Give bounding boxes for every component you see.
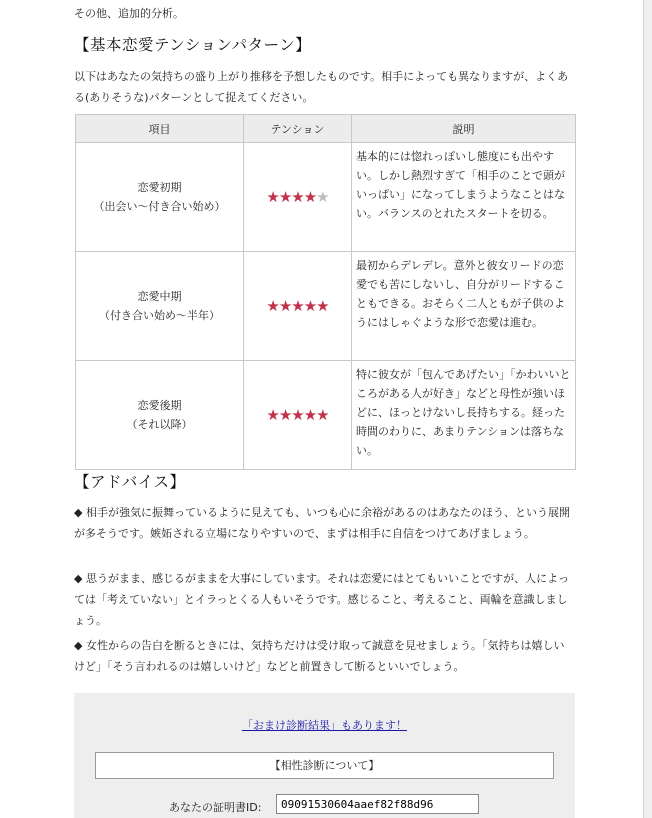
phase-period: （それ以降） bbox=[126, 418, 193, 431]
tension-rating bbox=[244, 143, 352, 252]
star-filled-icon: ★ bbox=[303, 297, 317, 315]
star-filled-icon: ★ bbox=[266, 406, 279, 424]
compat-button[interactable]: 【相性診断について】 bbox=[95, 752, 554, 779]
phase-period: （出会い～付き合い始め） bbox=[93, 200, 226, 213]
advice-item: ◆ 女性からの告白を断るときには、気持ちだけは受け取って誠意を見せましょう。「気持ちは嬉しいけど」「そう言われるのは嬉しいけど」などと前置きして断るといいでしょう。 bbox=[74, 639, 565, 673]
header-tension: テンション bbox=[244, 115, 352, 143]
tension-table bbox=[75, 114, 576, 470]
star-filled-icon: ★ bbox=[291, 297, 304, 315]
star-filled-icon: ★ bbox=[303, 406, 317, 424]
pattern-intro: 以下はあなたの気持ちの盛り上がり推移を予想したものです。相手によっても異なりますが、よくある(ありそうな)パターンとして捉えてください。 bbox=[74, 70, 569, 104]
table-row bbox=[76, 361, 576, 470]
star-filled-icon: ★ bbox=[278, 406, 292, 424]
tension-rating bbox=[244, 361, 352, 470]
phase-description: 基本的には惚れっぽいし態度にも出やすい。しかし熱烈すぎて「相手のことで頭がいっぱい」になってしまうようなことはない。バランスのとれたスタートを切る。 bbox=[352, 143, 576, 252]
phase-cell bbox=[76, 361, 244, 470]
star-filled-icon: ★ bbox=[266, 297, 279, 315]
star-filled-icon: ★ bbox=[316, 406, 329, 424]
phase-description: 特に彼女が「包んであげたい」「かわいいところがある人が好き」などと母性が強いほどに、ほっとけないし長持ちする。経った時間のわりに、あまりテンションは落ちない。 bbox=[352, 361, 576, 470]
footer-panel bbox=[74, 693, 575, 818]
advice-item: ◆ 相手が強気に振舞っているように見えても、いつも心に余裕があるのはあなたのほう、という展開が多そうです。嫉妬される立場になりやすいので、まずは相手に自信をつけてあげましょう。 bbox=[74, 506, 570, 540]
table-row bbox=[76, 252, 576, 361]
pattern-heading: 【基本恋愛テンションパターン】 bbox=[74, 36, 312, 54]
star-filled-icon: ★ bbox=[291, 188, 304, 206]
tension-rating bbox=[244, 252, 352, 361]
table-header-row bbox=[76, 115, 576, 143]
header-description: 説明 bbox=[352, 115, 576, 143]
header-item: 項目 bbox=[76, 115, 244, 143]
star-empty-icon: ★ bbox=[316, 188, 329, 206]
cert-id-field[interactable] bbox=[276, 794, 479, 814]
star-filled-icon: ★ bbox=[278, 297, 292, 315]
phase-period: （付き合い始め～半年） bbox=[99, 309, 220, 322]
star-filled-icon: ★ bbox=[278, 188, 292, 206]
phase-name: 恋愛中期 bbox=[137, 290, 182, 303]
window-right-border bbox=[643, 0, 652, 818]
top-text: その他、追加的分析。 bbox=[74, 7, 184, 20]
star-filled-icon: ★ bbox=[266, 188, 279, 206]
phase-cell bbox=[76, 252, 244, 361]
star-filled-icon: ★ bbox=[291, 406, 304, 424]
table-row bbox=[76, 143, 576, 252]
phase-cell bbox=[76, 143, 244, 252]
advice-heading: 【アドバイス】 bbox=[74, 473, 186, 491]
star-filled-icon: ★ bbox=[303, 188, 317, 206]
phase-name: 恋愛初期 bbox=[137, 181, 182, 194]
star-filled-icon: ★ bbox=[316, 297, 329, 315]
phase-name: 恋愛後期 bbox=[137, 399, 182, 412]
omake-link[interactable]: 「おまけ診断結果」もあります！ bbox=[242, 719, 407, 732]
phase-description: 最初からデレデレ。意外と彼女リードの恋愛でも苦にしないし、自分がリードすることもできる。おそらく二人ともが子供のようにはしゃぐような形で恋愛は進む。 bbox=[352, 252, 576, 361]
cert-id-label: あなたの証明書ID: bbox=[169, 801, 262, 814]
advice-item: ◆ 思うがまま、感じるがままを大事にしています。それは恋愛にはとてもいいことですが、人によっては「考えていない」とイラっとくる人もいそうです。感じること、考えること、両輪を意識しましょう。 bbox=[74, 572, 570, 627]
